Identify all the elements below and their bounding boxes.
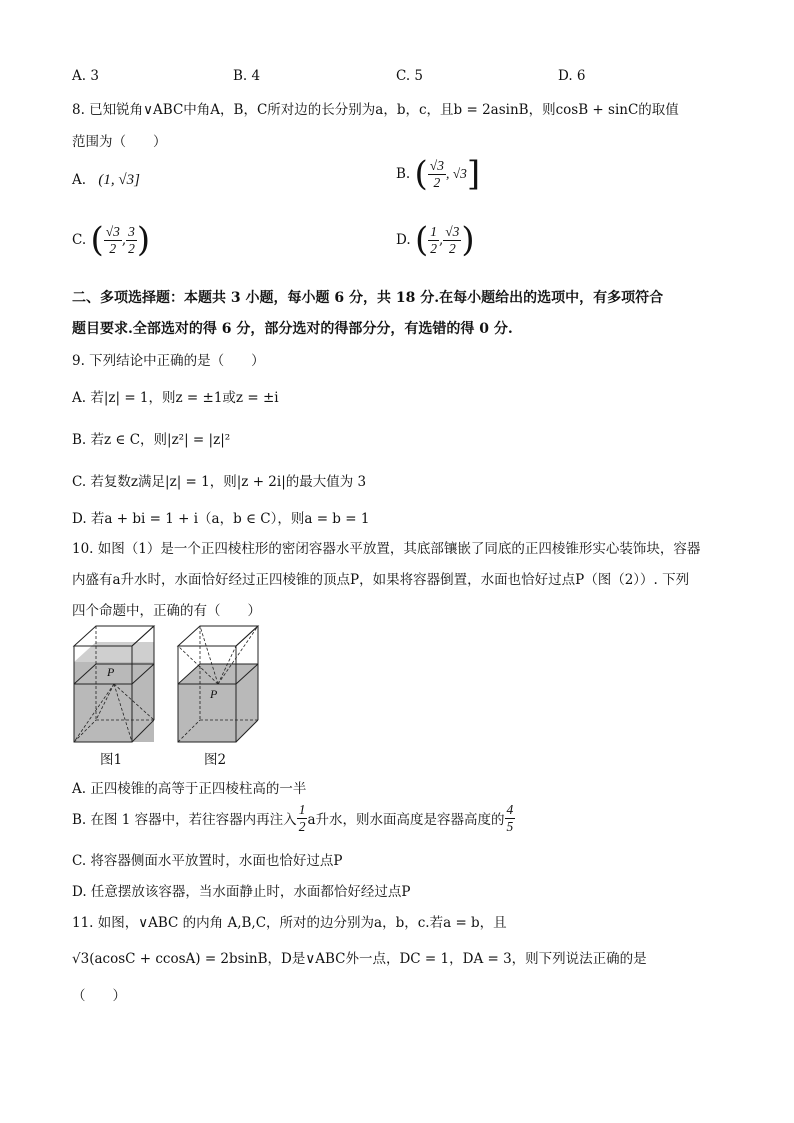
svg-text:P: P: [107, 665, 115, 679]
q8-c-den1: 2: [109, 240, 117, 256]
q8-b-num: √3: [429, 158, 444, 173]
q10-option-b: [72, 802, 515, 834]
q8-option-d: D. ( $\frac{1}{2}$ , $\frac{√3}{2}$ ): [396, 220, 475, 261]
q8-option-a: [72, 172, 140, 189]
q10-stem-line3: 四个命题中，正确的有（ ）: [72, 603, 261, 619]
q8-option-b: B. ( $\frac{√3}{2}$ , √3]: [396, 154, 481, 195]
q10-b-frac2-den: 5: [506, 818, 514, 834]
q8-d-den2: 2: [448, 240, 456, 256]
svg-text:P: P: [210, 687, 218, 701]
q10-figure-2-label: 图2: [204, 752, 227, 768]
q10-stem-line1: 10. 如图（1）是一个正四棱柱形的密闭容器水平放置，其底部镶嵌了同底的正四棱锥形实心装饰块，容器: [72, 541, 701, 557]
q11-stem-line1: 11. 如图，∨ABC 的内角 A,B,C，所对的边分别为a，b，c.若a = b，且: [72, 915, 507, 931]
q7-option-d: D. 6: [558, 68, 586, 84]
q8-c-den2: 2: [128, 240, 135, 256]
q9-option-d: D. 若a + bi = 1 + i（a，b ∈ C），则a = b = 1: [72, 511, 370, 527]
q8-option-d-label: D.: [396, 232, 411, 249]
q8-option-a-expr: (1, √3]: [98, 172, 140, 188]
q7-option-b: B. 4: [233, 68, 261, 84]
q8-d-num1: 1: [430, 224, 437, 239]
q10-figure-1-label: 图1: [100, 752, 123, 768]
q8-d-den1: 2: [430, 240, 437, 256]
q10-option-d: D. 任意摆放该容器，当水面静止时，水面都恰好经过点P: [72, 884, 411, 900]
q9-stem: 9. 下列结论中正确的是（ ）: [72, 353, 265, 369]
section2-line1: 二、多项选择题：本题共 3 小题，每小题 6 分，共 18 分.在每小题给出的选项中，有多项符合: [72, 290, 664, 306]
q10-b-frac-num: 1: [298, 802, 306, 817]
q8-d-num2: √3: [445, 224, 460, 239]
q7-option-a: A. 3: [72, 68, 99, 84]
q8-stem-line1: 8. 已知锐角∨ABC中角A，B，C所对边的长分别为a，b，c，且b = 2asinB，则cosB + sinC的取值: [72, 102, 679, 118]
q8-c-num1: √3: [105, 224, 120, 239]
q11-stem-line3: （ ）: [72, 988, 126, 1004]
q9-option-b: B. 若z ∈ C，则|z²| = |z|²: [72, 432, 231, 448]
q8-option-b-label: B.: [396, 166, 411, 183]
q10-option-c: C. 将容器侧面水平放置时，水面也恰好过点P: [72, 853, 343, 869]
q10-figure-2: [174, 622, 264, 746]
q10-b-pre: B. 在图 1 容器中，若往容器内再注入: [72, 812, 297, 829]
q8-option-c-label: C.: [72, 232, 87, 249]
q9-option-c: C. 若复数z满足|z| = 1，则|z + 2i|的最大值为 3: [72, 474, 367, 490]
q8-b-tail: , √3: [445, 166, 467, 182]
q8-option-c: C. ( $\frac{√3}{2}$ , $\frac{3}{2}$ ): [72, 220, 151, 261]
q11-stem-line2: √3(acosC + ccosA) = 2bsinB，D是∨ABC外一点，DC = 1，DA = 3，则下列说法正确的是: [72, 951, 647, 967]
q9-option-a: A. 若|z| = 1，则z = ±1或z = ±i: [72, 390, 279, 406]
q10-b-frac2-num: 4: [506, 802, 514, 817]
q10-figure-1: [70, 622, 160, 746]
q7-option-c: C. 5: [396, 68, 424, 84]
q8-stem-line2: 范围为（ ）: [72, 134, 167, 150]
q8-c-num2: 3: [128, 224, 135, 239]
section2-line2: 题目要求.全部选对的得 6 分，部分选对的得部分分，有选错的得 0 分.: [72, 321, 513, 337]
q10-option-a: A. 正四棱锥的高等于正四棱柱高的一半: [72, 781, 307, 797]
q10-b-frac-den: 2: [298, 818, 306, 834]
q10-b-mid: a升水，则水面高度是容器高度的: [307, 812, 505, 829]
q10-stem-line2: 内盛有a升水时，水面恰好经过正四棱锥的顶点P，如果将容器倒置，水面也恰好过点P（图（2））. 下列: [72, 572, 690, 588]
q8-option-a-label: A.: [72, 172, 87, 188]
q8-b-den: 2: [433, 174, 441, 190]
